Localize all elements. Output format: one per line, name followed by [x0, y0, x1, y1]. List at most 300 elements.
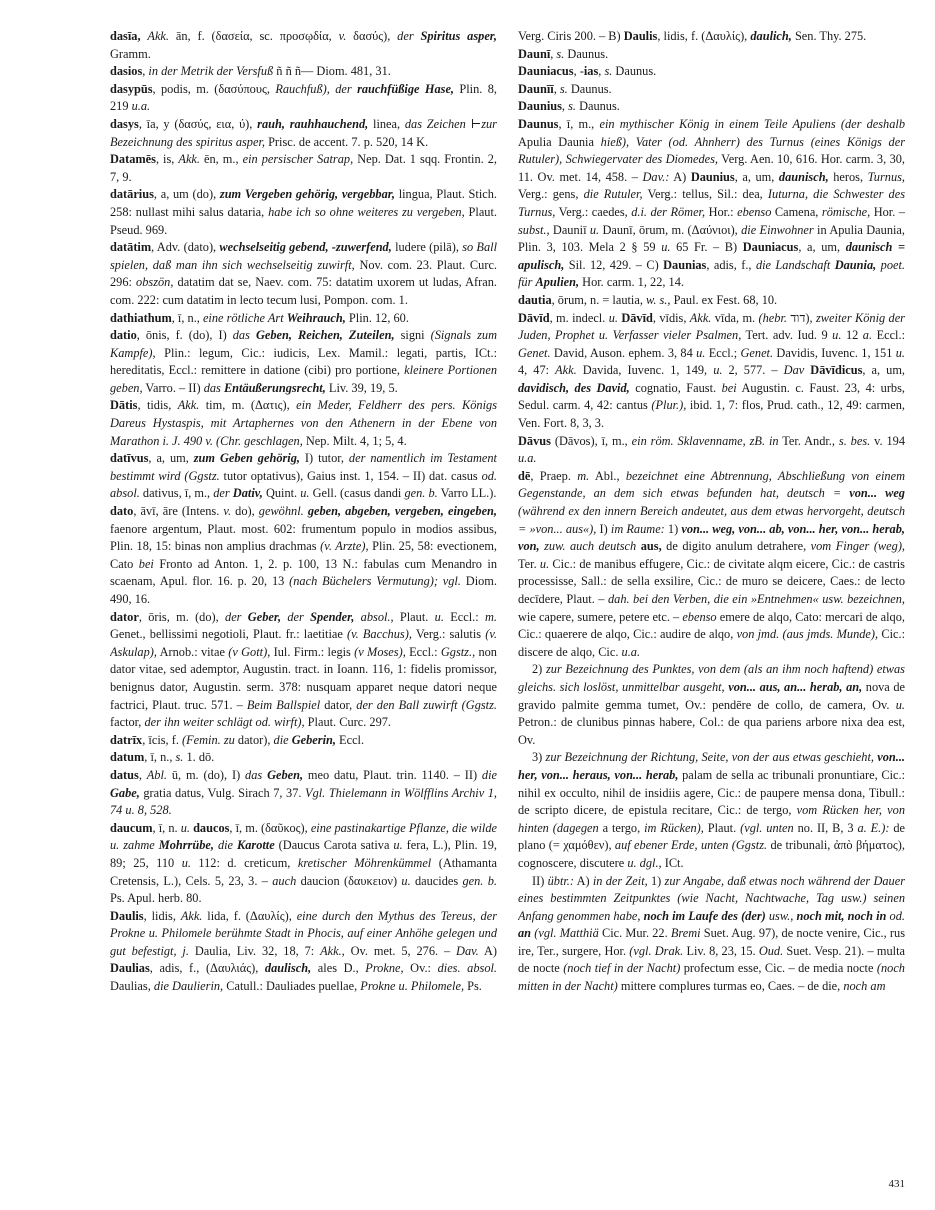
entry-text: David, Auson. ephem. 3, 84	[550, 345, 697, 360]
gloss-text: Bremi	[670, 926, 701, 941]
entry-text: non dator vitae, sed ademptor, Augustin. tract. in Ioann. 116, 1: fidelis promissor, benignus dator, Augustin. serm. 378: nusquam apparet neque datori neque factrici, Plaut. truc. 571. –	[110, 644, 497, 712]
entry-text: דוד),	[786, 310, 816, 325]
headword: Dāvus	[518, 433, 551, 448]
entry-text: Quint.	[262, 486, 301, 501]
entry-text: , ī, m.,	[558, 116, 600, 131]
entry-text: Cic.: discere de alqo, Cic.	[518, 627, 905, 659]
entry-text	[414, 29, 421, 43]
entry-text: Daulias,	[110, 979, 154, 994]
headword: datum	[110, 750, 145, 765]
entry-text: tutor optativus), Gaius inst. 1, 154. – II) dat. casus	[219, 468, 482, 483]
entry-text: Varro LL.).	[437, 486, 497, 501]
gloss-text: (v Gott),	[228, 644, 271, 659]
headword: dato	[110, 504, 134, 519]
entry-text: ,	[138, 767, 147, 782]
entry-text: Gramm.	[110, 46, 151, 61]
gloss-text: (vgl. Drak.	[629, 943, 684, 958]
entry-text: Plin.: legum, Cic.: iudicis, Lex. Mamil.: legati, partis, ICt.: hereditatis, Eccl.: remittere in datione (cibi) pro portione,	[110, 345, 497, 378]
gloss-text: zur Bezeichnung des spiritus asper,	[110, 116, 497, 149]
entry-text: , a, um,	[798, 240, 846, 255]
gloss-text: der ihn weiter schlägt od. wirft),	[144, 715, 305, 730]
dictionary-entry	[110, 186, 497, 239]
headword: Daulis	[623, 29, 658, 43]
entry-text: , podis, m. (δασύπους,	[152, 81, 276, 96]
headword: dathiathum	[110, 310, 172, 325]
entry-text: Eccl.:	[443, 609, 485, 624]
entry-text: do),	[231, 504, 259, 519]
entry-text: A)	[669, 169, 691, 184]
gloss-text: im Rücken),	[644, 820, 704, 835]
dictionary-entry	[518, 116, 905, 292]
entry-text: (Dāvos), ī, m.,	[550, 433, 632, 448]
gloss-text: Dav.:	[642, 169, 670, 184]
entry-text: , lidis,	[143, 908, 181, 923]
translation: Geben, Reichen, Zuteilen,	[255, 328, 395, 343]
gloss-text: (noch tief in der Nacht)	[563, 961, 681, 976]
entry-text: Diom. 490, 16.	[110, 574, 497, 606]
dictionary-subsection	[518, 661, 905, 749]
gloss-text: dah. bei den Verben, die ein »Entnehmen« usw. bezeichnen,	[607, 592, 905, 606]
headword: datrīx	[110, 732, 143, 747]
gloss-text: Iuturna, die Schwester des Turnus,	[518, 187, 905, 219]
gloss-text: poet. für	[518, 257, 905, 290]
dictionary-entry	[518, 292, 905, 310]
gloss-text: Akk.	[555, 363, 577, 378]
translation: rauchfüßige Hase,	[357, 81, 455, 96]
gloss-text: u.	[895, 345, 905, 360]
gloss-text: die Daulierin,	[153, 979, 224, 994]
entry-text: Sil. 12, 429. – C)	[564, 257, 664, 272]
dictionary-entry	[110, 908, 497, 996]
gloss-text: römische,	[821, 204, 871, 219]
gloss-text: zuw. auch deutsch	[544, 539, 637, 554]
entry-text: Camena,	[771, 204, 822, 219]
entry-text: Liv. 8, 23, 15.	[683, 943, 759, 958]
entry-text: heros,	[828, 169, 868, 184]
gloss-text: u.	[696, 345, 706, 360]
entry-text: Suet. Aug. 97), de nocte venire, Cic., rus ire, Ter., surgere, Hor.	[518, 926, 905, 958]
gloss-text: Akk.	[180, 908, 203, 923]
dictionary-entry	[110, 28, 497, 63]
dictionary-entry	[110, 327, 497, 397]
translation: daulich,	[750, 29, 792, 43]
dictionary-entry	[110, 116, 497, 151]
entry-text: Eccl.:	[872, 328, 905, 343]
gloss-text: u.	[539, 556, 550, 571]
entry-text: 1)	[664, 521, 682, 536]
dictionary-subsection	[518, 873, 905, 996]
gloss-text: s. bes.	[838, 433, 871, 448]
gloss-text: Akk.	[178, 152, 200, 167]
entry-text: 1)	[647, 873, 665, 888]
entry-text: Eccl.:	[405, 644, 441, 659]
translation: davidisch, des David,	[518, 380, 630, 395]
gloss-text: (v Moses),	[354, 644, 406, 659]
gloss-text: von jmd. (aus jmds. Munde),	[736, 627, 879, 642]
entry-text: Verg.: gens,	[518, 187, 584, 202]
gloss-text: in der Metrik der Versfuß	[148, 64, 274, 79]
entry-text: fera, L.), Plin. 19, 89; 25, 110	[110, 838, 497, 870]
dictionary-entry	[110, 820, 497, 908]
headword: Daulias	[110, 961, 150, 976]
headword: datio	[110, 328, 137, 343]
entry-text: ICt.	[661, 855, 684, 870]
headword: dator	[110, 609, 139, 624]
gloss-text: hieß), Vater (od. Ahnherr) des Turnus (eines Königs der Rutuler), Schwiegervater des Diomedes,	[518, 134, 905, 167]
gloss-text: u.	[661, 240, 671, 255]
gloss-text: eine pastinakartige Pflanze, die wilde u. zahme	[110, 820, 497, 853]
entry-text: a tergo,	[598, 820, 645, 835]
entry-text: ēn, m.,	[200, 152, 243, 167]
entry-text: Nep. Dat. 1 sqq. Frontin. 2, 7, 9.	[110, 152, 497, 184]
entry-text: v. 194	[870, 433, 905, 448]
entry-text: Liv. 39, 19, 5.	[325, 380, 398, 395]
gloss-text: habe ich so ohne weiteres zu vergeben,	[268, 204, 465, 219]
headword: Dāvīdicus	[810, 363, 863, 378]
gloss-text: bei	[138, 556, 154, 571]
entry-text: 3)	[532, 750, 546, 765]
entry-text: Ps. Apul. herb. 80.	[110, 891, 202, 906]
entry-text: Catull.: Dauliades puellae,	[223, 979, 361, 994]
entry-text: II)	[532, 873, 548, 888]
gloss-text: Ggstz.,	[440, 644, 476, 659]
translation: von... weg, von... ab, von... her, von... herab, von,	[518, 521, 905, 554]
translation: rauh, rauhhauchend,	[257, 116, 369, 131]
headword: dasys	[110, 116, 139, 131]
entry-text: vīda, m.	[711, 310, 759, 325]
gloss-text: s.	[604, 64, 613, 79]
gloss-text: gewöhnl.	[258, 504, 304, 519]
gloss-text: der den Ball zuwirft (Ggstz.	[356, 697, 497, 712]
entry-text: Verg.: salutis	[411, 627, 486, 642]
entry-text: gratia datus, Vulg. Sirach 7, 37.	[139, 785, 306, 800]
entry-text: Gell. (casus dandi	[309, 486, 405, 501]
entry-text: Cic.: de manibus effugere, Cic.: de civitate alqm eicere, Cic.: de castris processisse, Sall.: de sella exsilire, Cic.: de muro se deicere, Caes.: de lecto decīdere, Plaut. –	[518, 556, 905, 606]
gloss-text: Turnus,	[867, 169, 905, 184]
gloss-text: a. E.):	[857, 820, 890, 835]
headword: dasios	[110, 64, 143, 79]
entry-text: (Daucus Carota sativa	[274, 838, 394, 853]
gloss-text: d.i. der Römer,	[631, 204, 706, 219]
headword: dasīa,	[110, 29, 141, 43]
entry-text: Augustin. c. Faust. 23, 4: urbs, Sedul. carm. 4, 42: cantus	[518, 380, 905, 413]
entry-text: Verg.: caedes,	[555, 204, 632, 219]
entry-text: 2, 577. –	[722, 363, 784, 378]
headword: daucos	[193, 820, 230, 835]
gloss-text: a.	[862, 328, 873, 343]
gloss-text: (Plur.),	[651, 398, 687, 413]
entry-text: factor,	[110, 715, 145, 730]
entry-text: Ter. Andr.,	[778, 433, 839, 448]
gloss-text: der	[397, 29, 414, 43]
headword: dasypūs	[110, 81, 153, 96]
gloss-text: Abl.	[146, 767, 167, 782]
gloss-text: Akk.	[177, 398, 200, 413]
entry-text: Nep. Milt. 4, 1; 5, 4.	[302, 433, 407, 448]
dictionary-entry	[518, 468, 905, 662]
entry-text: in Apulia Daunia, Plin. 3, 103. Mela 2 § 59	[518, 222, 905, 255]
entry-text: ū, m. (do), I)	[167, 767, 246, 782]
entry-text: dator,	[320, 697, 357, 712]
gloss-text: bezeichnet eine Abtrennung, Abschließung von einem Gegenstande, an dem sich etwas befunden hat, deutsch =	[518, 468, 905, 501]
gloss-text: Dav	[783, 363, 805, 378]
gloss-text: eine durch den Mythus des Tereus, der Prokne u. Philomele berühmte Stadt in Phocis, auf einer Anhöhe gelegen und gut befestigt, j.	[110, 908, 497, 958]
entry-text: , adis, f., (Δαυλιάς),	[149, 961, 265, 976]
entry-text: A)	[574, 873, 593, 888]
entry-text: ales D.,	[311, 961, 366, 976]
entry-text: Daunus.	[567, 81, 612, 96]
gloss-text: u.	[180, 820, 190, 835]
entry-text: Petron.: de clunibus pinnas habere, Col.: de qua pariens arbore nixa dea est, Ov.	[518, 715, 905, 747]
entry-text: de plano (= χαμόθεν),	[518, 820, 905, 853]
entry-text: Eccl.	[335, 732, 365, 747]
dictionary-entry	[110, 310, 497, 328]
entry-text: faenore argentum, Plaut. most. 602: frumentum populo in modios assibus, Plin. 18, 15: binas non amplius drachmas	[110, 521, 497, 554]
gloss-text: Akk.	[689, 310, 712, 325]
gloss-text: s.	[568, 99, 576, 114]
gloss-text: Rauchfuß),	[275, 81, 330, 96]
entry-text: Apulia Daunia	[518, 134, 601, 149]
entry-text: Verg. Ciris 200. – B)	[518, 29, 624, 43]
headword: Daunīī	[518, 81, 554, 96]
gloss-text: die Einwohner	[741, 222, 814, 237]
headword: dē	[518, 468, 531, 483]
gloss-text: der	[213, 486, 230, 501]
gloss-text: (vgl. unten	[740, 820, 794, 835]
entry-text: ān, f. (δασεία, sc. προσῳδία,	[169, 29, 339, 43]
gloss-text: u.	[832, 328, 842, 343]
gloss-text: (v. Arzte),	[320, 539, 369, 554]
headword: Daulis	[110, 908, 144, 923]
translation: Spiritus asper,	[420, 29, 497, 43]
entry-text: , ōrum, n. = lautia,	[551, 292, 647, 307]
translation: Geberin,	[291, 732, 336, 747]
translation: daunisch,	[778, 169, 829, 184]
entry-text: ,	[142, 64, 149, 79]
entry-text: , ōnis, f. (do), I)	[136, 328, 233, 343]
entry-text: , Adv. (dato),	[151, 240, 220, 255]
gloss-text: eine rötliche Art	[202, 310, 284, 325]
gloss-text: Prokne u. Philomele,	[360, 979, 465, 994]
entry-text: nova de gravido palmite gemma tumet, Ov.: pendēre de collo, de camera, Ov.	[518, 679, 905, 712]
gloss-text: ein mythischer König in einem Teile Apuliens (der deshalb	[599, 116, 905, 131]
translation: Geber,	[247, 609, 282, 624]
gloss-text: bei	[721, 380, 737, 395]
entry-text: daucion (δαυκειον)	[296, 873, 402, 888]
gloss-text: kretischer Möhrenkümmel	[297, 855, 432, 870]
entry-text: , a, um,	[148, 451, 194, 466]
gloss-text: der	[225, 609, 242, 624]
gloss-text: u. dgl.,	[627, 855, 662, 870]
entry-text: ,	[550, 46, 557, 61]
gloss-text: Oud.	[758, 943, 784, 958]
entry-text: Plaut. Curc. 297.	[304, 715, 391, 730]
gloss-text: m.	[577, 468, 590, 483]
gloss-text: zur Angabe, daß etwas noch während der Dauer eines bestimmten Zeitpunktes (wie Nacht, Nachtwache, Tag usw.) seinen Anfang genommen habe,	[518, 873, 905, 923]
translation: wechselseitig gebend, -zuwerfend,	[219, 240, 392, 255]
page-number: 431	[888, 1178, 905, 1190]
entry-text: Suet. Vesp. 21). – multa de nocte	[518, 943, 905, 976]
translation: von... weg	[849, 486, 905, 501]
dictionary-entry	[518, 63, 905, 81]
entry-text: , lidis, f. (Δαυλίς),	[657, 29, 751, 43]
entry-text: (Athamanta Cretensis, L.), Cels. 5, 23, 3. –	[110, 855, 497, 888]
entry-text: , ī, n.,	[144, 750, 176, 765]
entry-text: A)	[478, 943, 497, 958]
entry-text: ,	[561, 99, 569, 114]
entry-text: profectum esse, Cic. – de media nocte	[680, 961, 877, 976]
translation: Spender,	[310, 609, 355, 624]
entry-text: Daunus.	[575, 99, 620, 114]
entry-text: 4, 47:	[518, 363, 556, 378]
entry-text: de digito anulum detrahere,	[661, 539, 811, 554]
entry-text: Plaut. Pseud. 969.	[110, 204, 497, 237]
entry-text: ibid. 1, 7: flos, Prud. cath., 12, 49: carmen, Ven. Fort. 8, 3, 3.	[518, 398, 905, 431]
entry-text: ⊢	[465, 116, 482, 131]
gloss-text: u.a.	[518, 451, 537, 466]
dictionary-entry	[110, 609, 497, 732]
gloss-text: der	[287, 609, 304, 624]
gloss-text: u.a.	[131, 99, 151, 114]
dictionary-entry	[110, 397, 497, 450]
gloss-text: (nach Büchelers Vermutung); vgl.	[289, 574, 461, 589]
headword: ias	[583, 64, 599, 79]
gloss-text: kleinere Portionen geben,	[110, 363, 497, 395]
translation: Dativ,	[232, 486, 263, 501]
entry-text: Fronto ad Anton. 1, 2. p. 100, 13 N.: fabulas cum Menandro in scaenam, Apul. flor. 16. p. 20, 13	[110, 556, 497, 589]
entry-text: Eccl.;	[705, 345, 741, 360]
gloss-text: u.	[895, 697, 905, 712]
dictionary-entry	[518, 433, 905, 468]
dictionary-entry	[110, 503, 497, 609]
entry-text: Hor. carm. 1, 22, 14.	[579, 275, 684, 290]
entry-text: Ter.	[518, 556, 540, 571]
entry-text: Hor. –	[870, 204, 905, 219]
headword: Dauniacus	[518, 64, 574, 79]
headword: Daunias	[663, 257, 707, 272]
entry-text: Varro. – II)	[142, 380, 204, 395]
gloss-text: der namentlich im Testament bestimmt wird (Ggstz.	[110, 451, 497, 483]
headword: Daunius	[690, 169, 735, 184]
headword: datārius	[110, 187, 154, 202]
entry-text: , ī, n.,	[171, 310, 203, 325]
gloss-text: u.	[393, 838, 403, 853]
headword: Daunius	[518, 99, 562, 114]
entry-text: Plin. 8, 219	[110, 81, 497, 114]
entry-text: dator),	[234, 732, 274, 747]
entry-text: ,	[598, 64, 605, 79]
translation: von... her, von... heraus, von... herab,	[518, 750, 905, 782]
entry-text: , adis, f.,	[706, 257, 756, 272]
gloss-text: w. s.,	[646, 292, 671, 307]
translation: Apulien,	[535, 275, 580, 290]
translation: Daunia,	[834, 257, 877, 272]
gloss-text: gen. b.	[404, 486, 438, 501]
gloss-text: die	[481, 767, 497, 782]
entry-text: cognatio, Faust.	[629, 380, 722, 395]
entry-text: Cic. Mur. 22.	[598, 926, 671, 941]
entry-text: 112: d. creticum,	[190, 855, 298, 870]
gloss-text: zur Bezeichnung des Punktes, von dem (als an ihm noch haftend) etwas gleichs. sich loslöst, unmittelbar ausgeht,	[518, 662, 905, 694]
gloss-text: s.	[556, 46, 565, 61]
headword: dautia	[518, 292, 552, 307]
gloss-text: (vgl. Matthiä	[534, 926, 599, 941]
entry-text: 2)	[532, 662, 546, 677]
gloss-text: die Landschaft	[755, 257, 831, 272]
gloss-text: auch	[272, 873, 297, 888]
entry-text: , is,	[155, 152, 179, 167]
gloss-text: (Signals zum Kampfe),	[110, 328, 497, 360]
gloss-text: in der Zeit,	[592, 873, 648, 888]
gloss-text: ein Meder, Feldherr des pers. Königs Dareus Hystaspis, mit Artaphernes von den Athenern in der Ebene von Marathon i. J. 490 v. (Chr. geschlagen,	[110, 398, 497, 448]
gloss-text: das	[245, 767, 263, 782]
entry-text: 1. dō.	[183, 750, 215, 765]
translation: Gabe,	[110, 785, 140, 800]
dictionary-entry	[110, 239, 497, 309]
gloss-text: übtr.:	[547, 873, 574, 888]
entry-text: Iul. Firm.: legis	[270, 644, 355, 659]
gloss-text: u.	[713, 363, 723, 378]
entry-text: daucides	[410, 873, 463, 888]
dictionary-subsection	[518, 749, 905, 872]
translation: daunisch = apulisch,	[518, 240, 905, 272]
entry-text: δασύς),	[346, 29, 398, 43]
gloss-text: (Femin. zu	[182, 732, 235, 747]
gloss-text: die	[273, 732, 289, 747]
entry-text: Sen. Thy. 275.	[791, 29, 867, 43]
headword: datātim	[110, 240, 152, 255]
entry-text: Arnob.: vitae	[156, 644, 229, 659]
entry-text: ludere (pilā),	[391, 240, 463, 255]
headword: Dāvīd	[621, 310, 653, 325]
entry-text: , -	[573, 64, 584, 79]
gloss-text: Dav.	[456, 943, 479, 958]
gloss-text: auf ebener Erde, unten (Ggstz.	[614, 838, 768, 853]
entry-text: , Praep.	[530, 468, 578, 483]
entry-text: meo datu, Plaut. trin. 1140. – II)	[303, 767, 482, 782]
gloss-text: absol.,	[360, 609, 394, 624]
entry-text: , a, um,	[734, 169, 779, 184]
dictionary-entry	[110, 450, 497, 503]
entry-text: Paul. ex Fest. 68, 10.	[670, 292, 778, 307]
entry-text: I) tutor,	[299, 451, 349, 466]
entry-text: Daunī, ōrum, m. (Δαύνιοι),	[599, 222, 742, 237]
entry-text: , āvī, āre (Intens.	[133, 504, 224, 519]
entry-text: Abl.,	[589, 468, 626, 483]
gloss-text: die Rutuler,	[583, 187, 643, 202]
headword: daucum	[110, 820, 153, 835]
entry-text: Davida, Iuvenc. 1, 149,	[576, 363, 714, 378]
gloss-text: so Ball spielen, daß man ihn sich wechselseitig zuwirft,	[110, 240, 497, 272]
translation: Entäußerungsrecht,	[223, 380, 326, 395]
translation: an	[518, 926, 532, 941]
gloss-text: vom Rücken her, von hinten (dagegen	[518, 803, 905, 835]
gloss-text: u.	[608, 310, 618, 325]
gloss-text: gen. b.	[462, 873, 497, 888]
gloss-text: Genet.	[518, 345, 551, 360]
gloss-text: v.	[223, 504, 232, 519]
translation: geben, abgeben, vergeben, eingeben,	[307, 504, 497, 519]
dictionary-entry	[518, 81, 905, 99]
headword: Daunus	[518, 116, 559, 131]
entry-text: , a, um (do),	[153, 187, 220, 202]
dictionary-entry	[110, 81, 497, 116]
entry-text: mittere complures turmas eo, Caes. – de die,	[617, 979, 844, 994]
entry-text: Ps.	[464, 979, 482, 994]
translation: Karotte	[237, 838, 275, 853]
entry-text: Plaut.	[393, 609, 435, 624]
dictionary-entry	[110, 749, 497, 767]
